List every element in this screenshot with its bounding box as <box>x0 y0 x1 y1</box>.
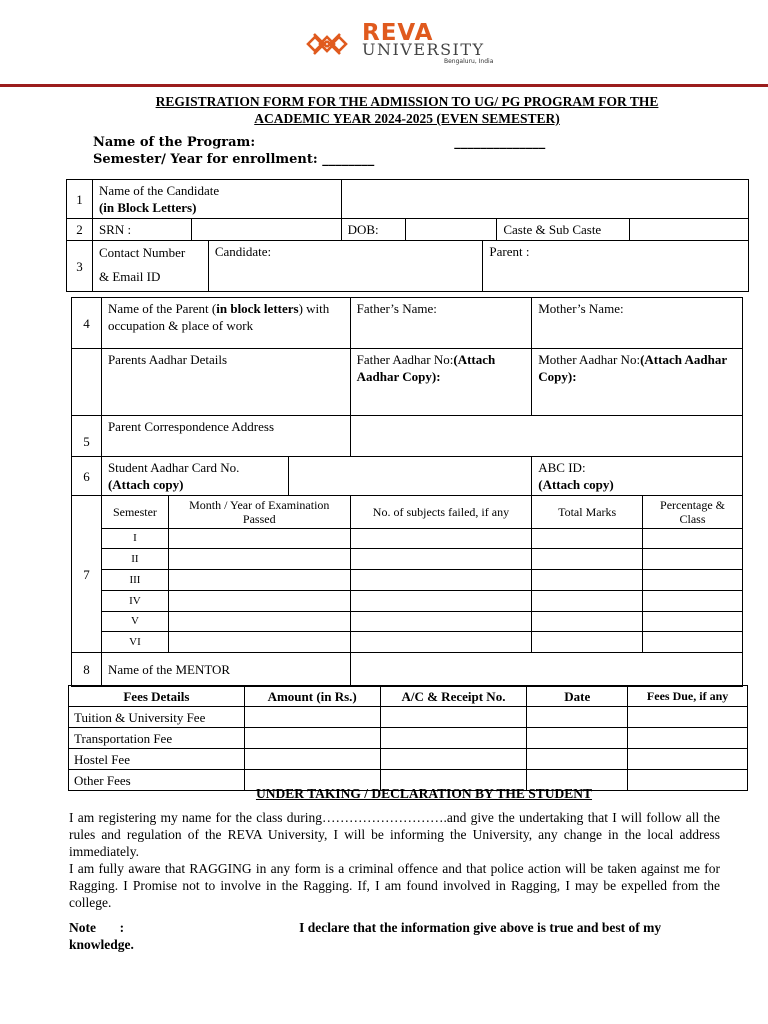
subjects-failed-cell[interactable] <box>350 591 532 612</box>
contact-label: Contact Number & Email ID <box>92 241 208 292</box>
title-line-2: ACADEMIC YEAR 2024-2025 (EVEN SEMESTER) <box>254 111 560 126</box>
fee-row <box>69 707 748 728</box>
fees-table <box>68 685 748 791</box>
date-cell[interactable] <box>527 728 628 749</box>
logo-city: Bengaluru, India <box>444 58 494 65</box>
program-name-label: Name of the Program: <box>93 135 256 150</box>
percentage-cell[interactable] <box>643 632 743 653</box>
date-cell[interactable] <box>527 749 628 770</box>
fees-details-header: Fees Details <box>69 686 245 707</box>
receipt-cell[interactable] <box>380 707 527 728</box>
percentage-header: Percentage & Class <box>643 496 743 529</box>
father-aadhar-field[interactable]: Father Aadhar No:(Attach Aadhar Copy): <box>350 349 532 416</box>
candidate-contact-field[interactable]: Candidate: <box>208 241 483 292</box>
undertaking-paragraph-2: I am fully aware that RAGGING in any form is a criminal offence and that police action will be taken against me for Ragging. I Promise not to involve in the Ragging. If, I am found involved in Ragging, I may be expelled from the college. <box>69 861 720 910</box>
subjects-failed-cell[interactable] <box>350 632 532 653</box>
percentage-cell[interactable] <box>643 529 743 549</box>
semester-row <box>72 612 743 632</box>
parent-name-label: Name of the Parent (in block letters) with occupation & place of work <box>101 298 350 349</box>
dob-field[interactable] <box>405 219 497 241</box>
row-number-7: 7 <box>72 496 102 653</box>
exam-month-header: Month / Year of Examination Passed <box>168 496 350 529</box>
total-marks-cell[interactable] <box>532 529 643 549</box>
fees-due-header: Fees Due, if any <box>628 686 748 707</box>
dob-label: DOB: <box>341 219 405 241</box>
mentor-label: Name of the MENTOR <box>101 653 350 687</box>
mentor-field[interactable] <box>350 653 742 687</box>
row-number-5: 5 <box>72 416 102 457</box>
amount-cell[interactable] <box>244 749 380 770</box>
percentage-cell[interactable] <box>643 549 743 570</box>
student-aadhar-label: Student Aadhar Card No. (Attach copy) <box>101 457 288 496</box>
student-aadhar-field[interactable] <box>288 457 532 496</box>
semester-number: VI <box>101 632 168 653</box>
semester-label: Semester/ Year for enrollment: <box>93 152 318 167</box>
semester-number: V <box>101 612 168 632</box>
undertaking-title: UNDER TAKING / DECLARATION BY THE STUDENT <box>255 786 593 801</box>
mother-aadhar-field[interactable]: Mother Aadhar No:(Attach Aadhar Copy): <box>532 349 743 416</box>
exam-month-cell[interactable] <box>168 529 350 549</box>
date-cell[interactable] <box>527 707 628 728</box>
total-marks-cell[interactable] <box>532 612 643 632</box>
candidate-name-field[interactable] <box>341 180 748 219</box>
semester-row <box>72 632 743 653</box>
father-name-field[interactable]: Father’s Name: <box>350 298 532 349</box>
subjects-failed-cell[interactable] <box>350 612 532 632</box>
fees-due-cell[interactable] <box>628 728 748 749</box>
address-label: Parent Correspondence Address <box>101 416 350 457</box>
semester-number: II <box>101 549 168 570</box>
exam-month-cell[interactable] <box>168 549 350 570</box>
title-line-1: REGISTRATION FORM FOR THE ADMISSION TO UG/ PG PROGRAM FOR THE <box>155 94 659 109</box>
total-marks-header: Total Marks <box>532 496 643 529</box>
form-title <box>100 93 714 127</box>
semester-number: IV <box>101 591 168 612</box>
semester-row <box>72 591 743 612</box>
semester-row <box>72 570 743 591</box>
parents-aadhar-label: Parents Aadhar Details <box>101 349 350 416</box>
mother-name-field[interactable]: Mother’s Name: <box>532 298 743 349</box>
declaration-note <box>69 919 720 953</box>
row-number-8: 8 <box>72 653 102 687</box>
srn-label: SRN : <box>92 219 191 241</box>
university-logo <box>304 20 514 70</box>
srn-field[interactable] <box>191 219 341 241</box>
percentage-cell[interactable] <box>643 591 743 612</box>
total-marks-cell[interactable] <box>532 549 643 570</box>
row-number-3: 3 <box>67 241 93 292</box>
row-number-4: 4 <box>72 298 102 349</box>
undertaking-text <box>69 809 720 911</box>
parent-contact-field[interactable]: Parent : <box>483 241 749 292</box>
row-number-6: 6 <box>72 457 102 496</box>
header-rule <box>0 84 768 87</box>
amount-cell[interactable] <box>244 707 380 728</box>
candidate-name-label: Name of the Candidate (in Block Letters) <box>92 180 341 219</box>
semester-field[interactable]: ________ <box>322 152 375 167</box>
address-field[interactable] <box>350 416 742 457</box>
receipt-cell[interactable] <box>380 749 527 770</box>
reva-emblem-icon <box>304 28 350 60</box>
contact-table <box>66 240 749 292</box>
fees-due-cell[interactable] <box>628 749 748 770</box>
semester-row <box>72 549 743 570</box>
program-line <box>93 134 545 151</box>
fees-due-cell[interactable] <box>628 707 748 728</box>
candidate-table <box>66 179 749 241</box>
amount-header: Amount (in Rs.) <box>244 686 380 707</box>
row-number-4-cont <box>72 349 102 416</box>
note-label: Note : <box>69 920 125 935</box>
total-marks-cell[interactable] <box>532 570 643 591</box>
total-marks-cell[interactable] <box>532 591 643 612</box>
semester-line <box>93 151 545 168</box>
logo-name: REVA <box>362 20 434 46</box>
fee-name: Hostel Fee <box>69 749 245 770</box>
date-header: Date <box>527 686 628 707</box>
subjects-failed-cell[interactable] <box>350 529 532 549</box>
fee-row <box>69 728 748 749</box>
row-number-1: 1 <box>67 180 93 219</box>
exam-month-cell[interactable] <box>168 570 350 591</box>
semester-number: I <box>101 529 168 549</box>
exam-month-cell[interactable] <box>168 632 350 653</box>
receipt-header: A/C & Receipt No. <box>380 686 527 707</box>
semester-row <box>72 529 743 549</box>
amount-cell[interactable] <box>244 728 380 749</box>
note-text: I declare that the information give above is true and best of my knowledge. <box>69 920 662 952</box>
undertaking-paragraph-1: I am registering my name for the class during……………………….and give the undertaking that I will follow all the rules and regulation of the REVA University, I will be informing the University, any change in the local address immediately. <box>69 810 720 859</box>
abc-id-field[interactable]: ABC ID: (Attach copy) <box>532 457 743 496</box>
fee-name: Other Fees <box>69 770 245 791</box>
total-marks-cell[interactable] <box>532 632 643 653</box>
row-number-2: 2 <box>67 219 93 241</box>
subjects-failed-cell[interactable] <box>350 549 532 570</box>
semester-number: III <box>101 570 168 591</box>
percentage-cell[interactable] <box>643 570 743 591</box>
fee-name: Tuition & University Fee <box>69 707 245 728</box>
fee-row <box>69 749 748 770</box>
semester-header: Semester <box>101 496 168 529</box>
receipt-cell[interactable] <box>380 728 527 749</box>
fee-name: Transportation Fee <box>69 728 245 749</box>
program-block <box>93 134 545 168</box>
caste-field[interactable] <box>630 219 749 241</box>
exam-month-cell[interactable] <box>168 612 350 632</box>
exam-month-cell[interactable] <box>168 591 350 612</box>
logo-subtitle: UNIVERSITY <box>362 40 485 59</box>
caste-label: Caste & Sub Caste <box>497 219 630 241</box>
subjects-failed-header: No. of subjects failed, if any <box>350 496 532 529</box>
program-name-field[interactable]: ______________ <box>454 135 546 150</box>
subjects-failed-cell[interactable] <box>350 570 532 591</box>
parent-academic-table <box>71 297 743 687</box>
percentage-cell[interactable] <box>643 612 743 632</box>
